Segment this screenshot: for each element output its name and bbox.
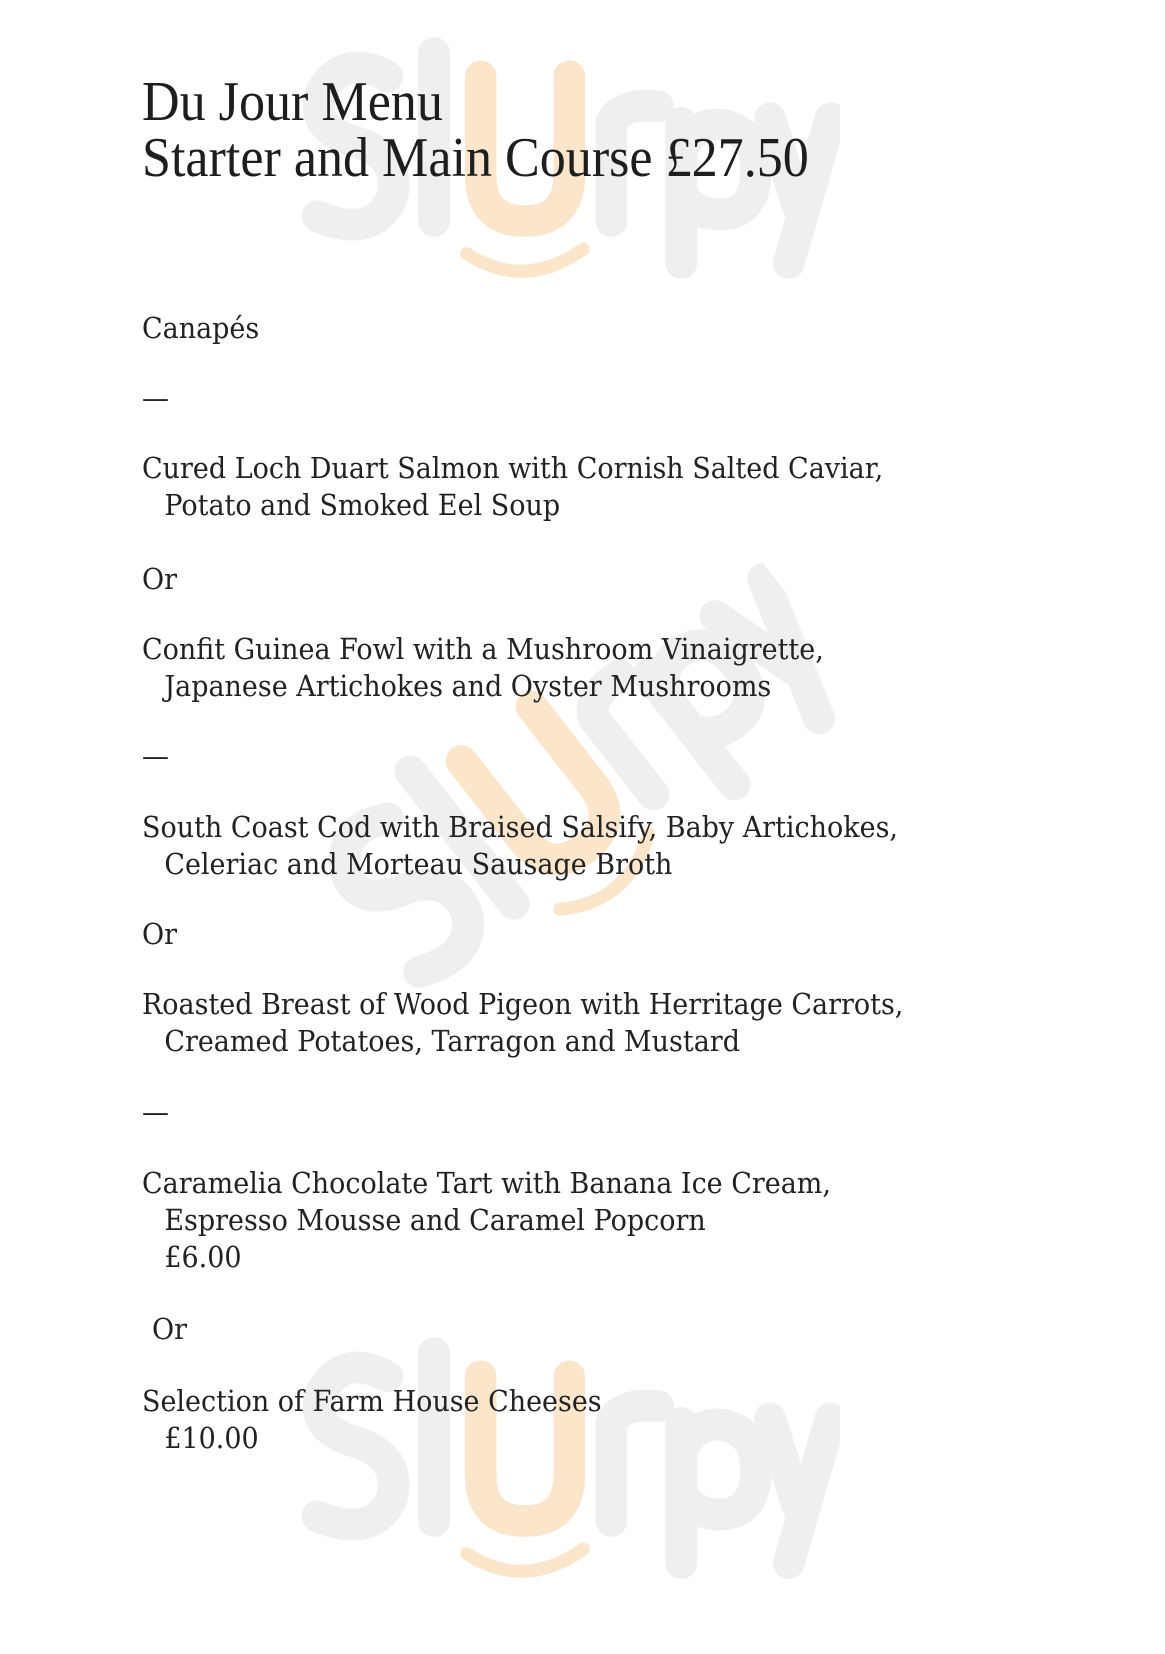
main-item (142, 809, 898, 883)
title-line: Du Jour Menu (142, 71, 443, 133)
starter-item (142, 450, 883, 524)
or-label: Or (142, 562, 178, 596)
item-line: Selection of Farm House Cheeses (142, 1384, 602, 1418)
separator: — (142, 381, 169, 415)
item-price: £10.00 (164, 1421, 259, 1455)
item-price: £6.00 (164, 1240, 242, 1274)
or-label: Or (142, 917, 178, 951)
item-line: Japanese Artichokes and Oyster Mushrooms (164, 669, 772, 703)
item-line: Potato and Smoked Eel Soup (164, 488, 561, 522)
dessert-item (142, 1383, 602, 1457)
item-line: Creamed Potatoes, Tarragon and Mustard (164, 1024, 740, 1058)
canapes: Canapés (142, 311, 260, 345)
item-line: Espresso Mousse and Caramel Popcorn (164, 1203, 706, 1237)
watermark-logo (269, 495, 872, 1046)
item-line: Caramelia Chocolate Tart with Banana Ice Cream, (142, 1166, 831, 1200)
menu-title (142, 71, 809, 189)
item-line: Roasted Breast of Wood Pigeon with Herritage Carrots, (142, 987, 904, 1021)
item-line: Celeriac and Morteau Sausage Broth (164, 847, 673, 881)
starter-item (142, 631, 824, 705)
separator: — (142, 1095, 169, 1129)
title-price-line: Starter and Main Course £27.50 (142, 127, 809, 189)
separator: — (142, 739, 169, 773)
main-item (142, 986, 903, 1060)
dessert-item (142, 1165, 831, 1276)
item-line: Cured Loch Duart Salmon with Cornish Salted Caviar, (142, 451, 884, 485)
item-line: South Coast Cod with Braised Salsify, Baby Artichokes, (142, 810, 899, 844)
or-label: Or (152, 1312, 188, 1346)
item-line: Confit Guinea Fowl with a Mushroom Vinaigrette, (142, 632, 824, 666)
